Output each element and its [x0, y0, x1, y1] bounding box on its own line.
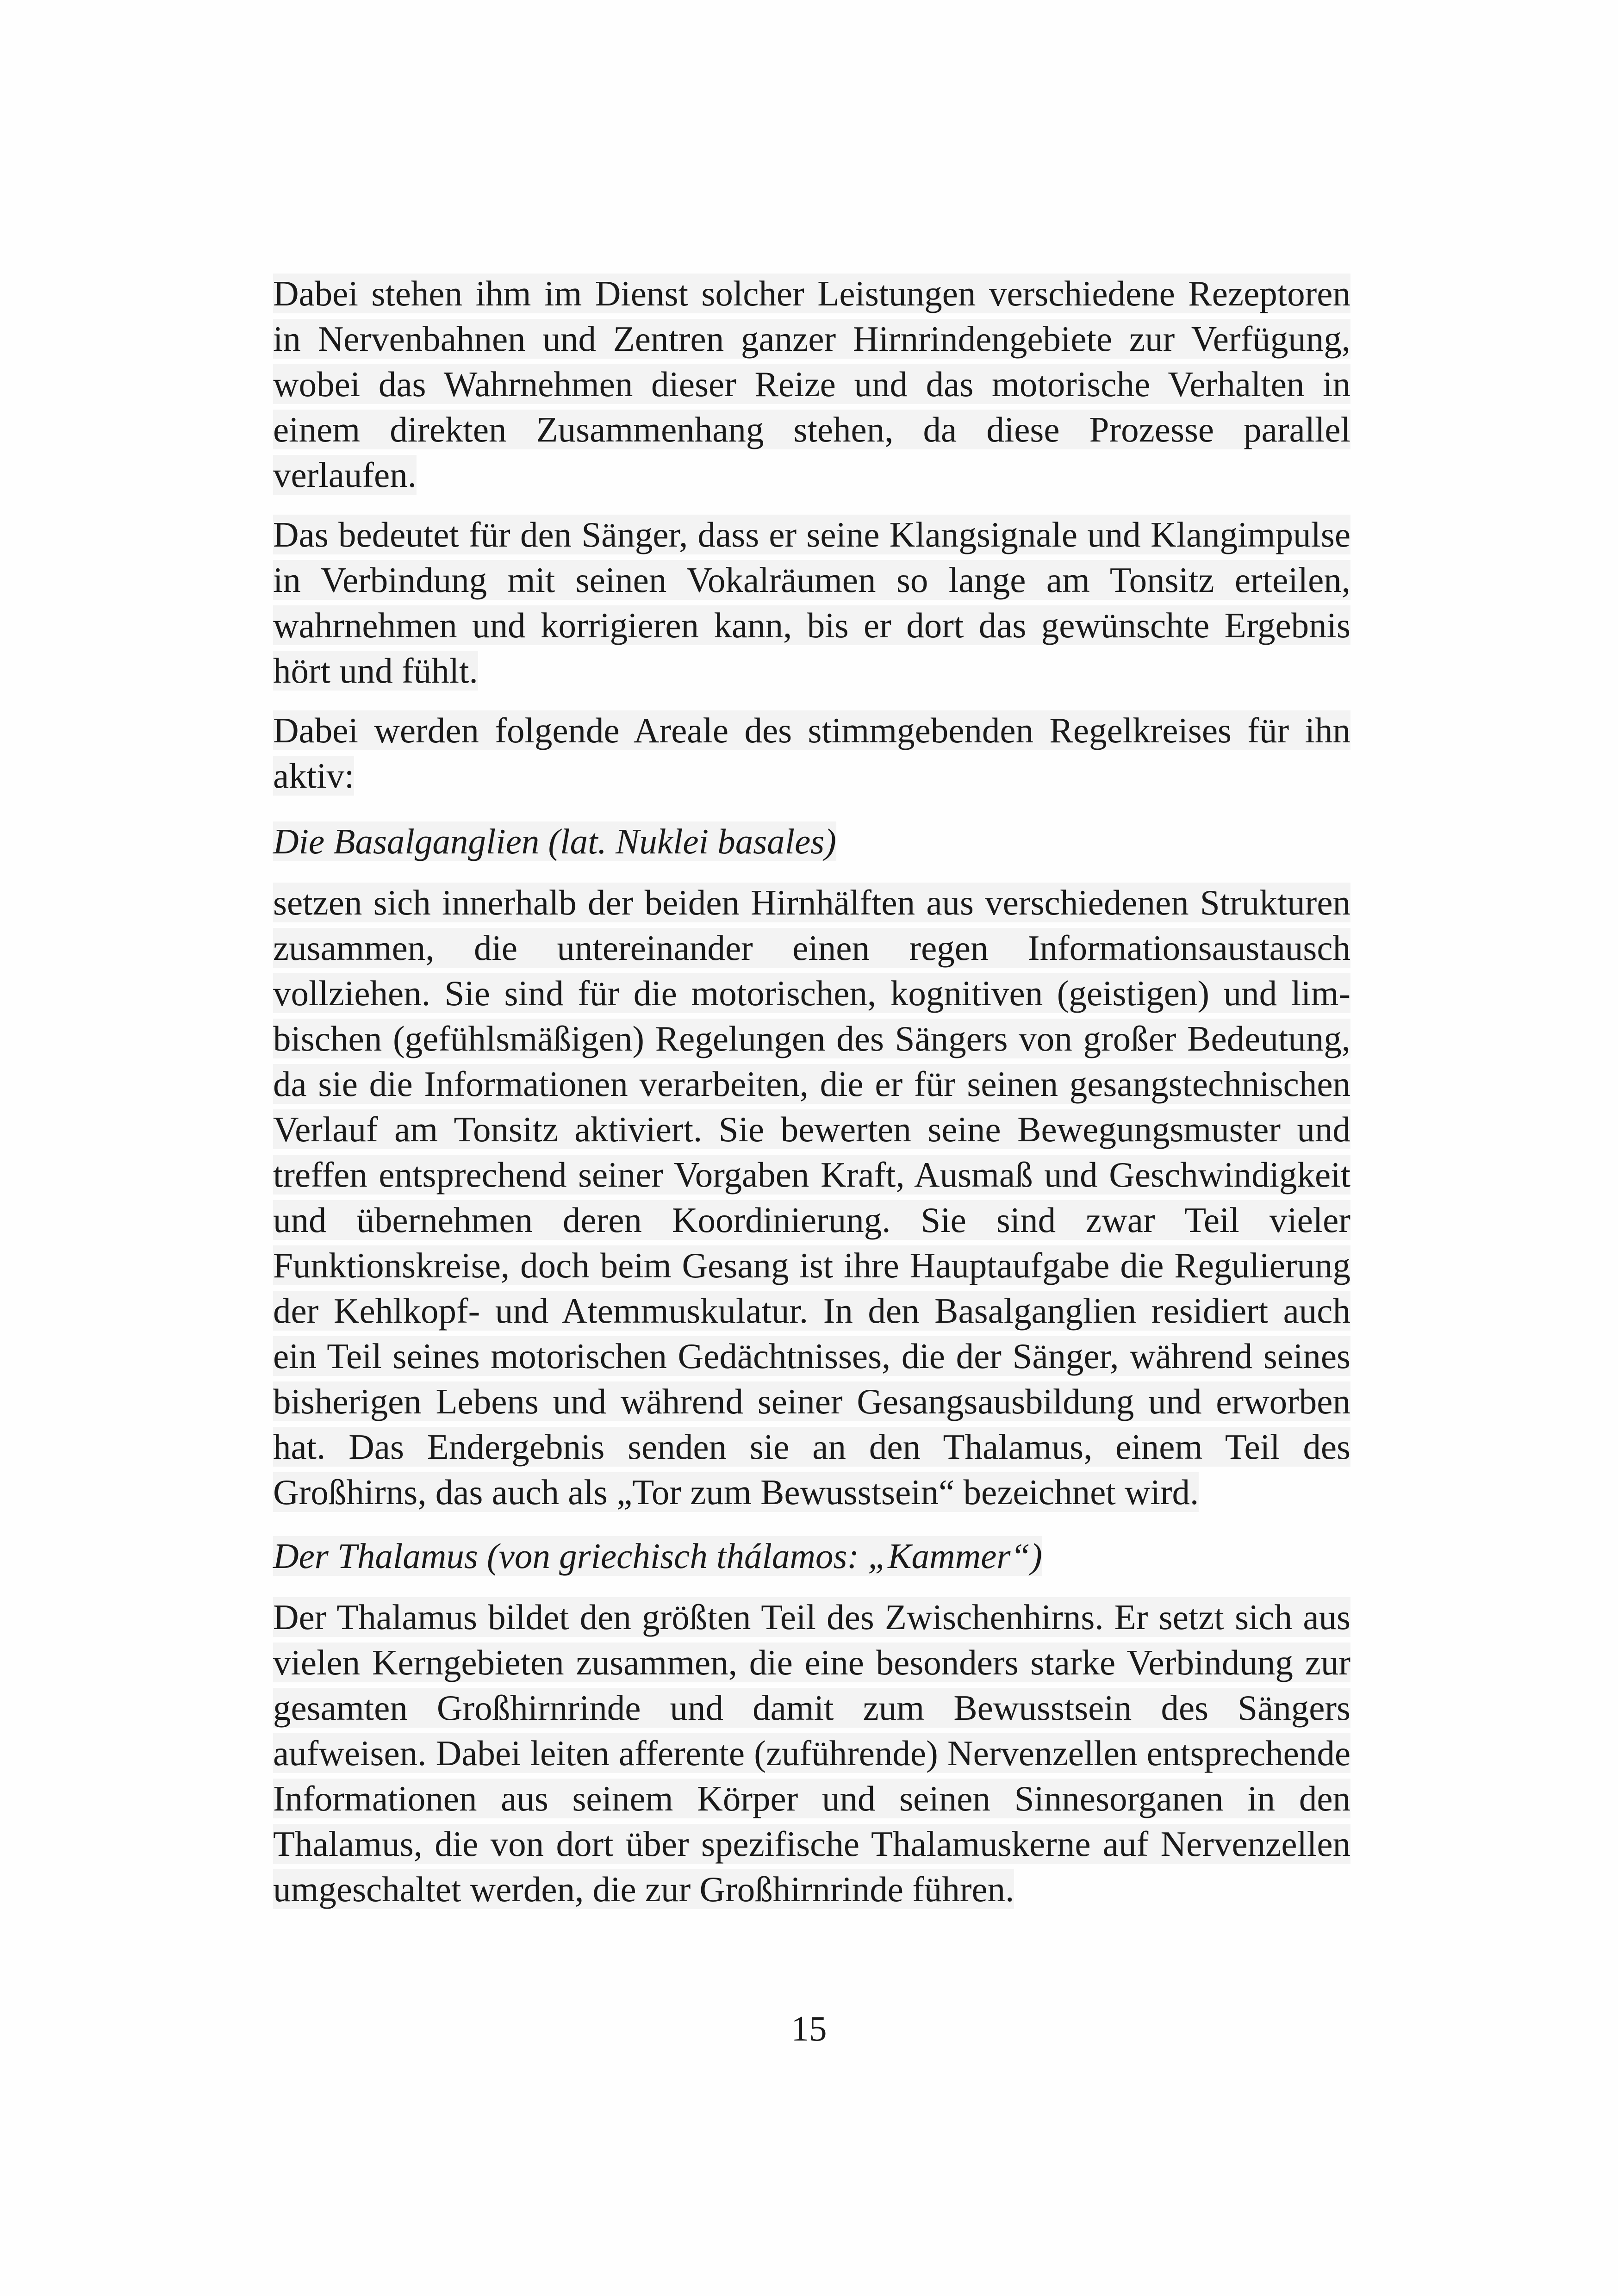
- paragraph-receptors: [273, 271, 1350, 498]
- heading-text: Die Basalganglien (lat. Nuklei basales): [273, 821, 836, 861]
- paragraph-text: setzen sich innerhalb der beiden Hirnhälften aus verschiedenen Strukturen zusammen, die untereinander einen regen Informationsaustausch vollziehen. Sie sind für die motorischen, kognitiven (geistigen) und limbischen (gefühlsmäßigen) Regelungen des Sängers von großer Bedeutung, da sie die Informationen verarbeiten, die er für seinen gesangstechnischen Verlauf am Tonsitz aktiviert. Sie bewerten seine Bewegungsmuster und treffen entsprechend seiner Vorgaben Kraft, Ausmaß und Geschwindigkeit und übernehmen deren Koordinierung. Sie sind zwar Teil vieler Funktionskreise, doch beim Gesang ist ihre Hauptaufgabe die Regulierung der Kehlkopf- und Atemmuskulatur. In den Basalganglien residiert auch ein Teil seines motorischen Gedächtnisses, die der Sänger, während seines bisherigen Lebens und während seiner Gesangsausbildung und erworben hat. Das Endergebnis senden sie an den Thalamus, einem Teil des Großhirns, das auch als „Tor zum Bewusstsein“ bezeichnet wird.: [273, 883, 1350, 1512]
- heading-basal-ganglia: [273, 819, 1350, 864]
- heading-thalamus: [273, 1533, 1350, 1579]
- paragraph-singer-signals: [273, 512, 1350, 693]
- paragraph-text: Dabei stehen ihm im Dienst solcher Leistungen verschiedene Rezeptoren in Nervenbahnen und Zentren ganzer Hirnrindengebiete zur Verfügung, wobei das Wahrnehmen dieser Reize und das motorische Verhalten in einem direkten Zusammenhang stehen, da diese Prozesse parallel verlaufen.: [273, 274, 1350, 495]
- page-number: 15: [791, 2009, 827, 2048]
- paragraph-areas-intro: [273, 708, 1350, 798]
- body-text: [273, 271, 1350, 1926]
- paragraph-text: Dabei werden folgende Areale des stimmgebenden Regelkreises für ihn aktiv:: [273, 710, 1350, 796]
- paragraph-text: Der Thalamus bildet den größten Teil des Zwischenhirns. Er setzt sich aus vielen Kerngebieten zusammen, die eine besonders starke Verbindung zur gesamten Großhirnrinde und damit zum Bewusstsein des Sängers aufweisen. Dabei leiten afferente (zuführende) Nervenzellen entsprechende Informationen aus seinem Körper und seinen Sinnesorganen in den Thalamus, die von dort über spezifische Thalamuskerne auf Nervenzellen umgeschaltet werden, die zur Großhirnrinde führen.: [273, 1597, 1350, 1909]
- paragraph-thalamus: [273, 1594, 1350, 1912]
- paragraph-basal-ganglia: [273, 880, 1350, 1515]
- heading-text: Der Thalamus (von griechisch thálamos: „Kammer“): [273, 1536, 1042, 1576]
- paragraph-text: Das bedeutet für den Sänger, dass er seine Klangsignale und Klangimpulse in Verbindung mit seinen Vokalräumen so lange am Tonsitz erteilen, wahrnehmen und korrigieren kann, bis er dort das gewünschte Ergebnis hört und fühlt.: [273, 515, 1350, 691]
